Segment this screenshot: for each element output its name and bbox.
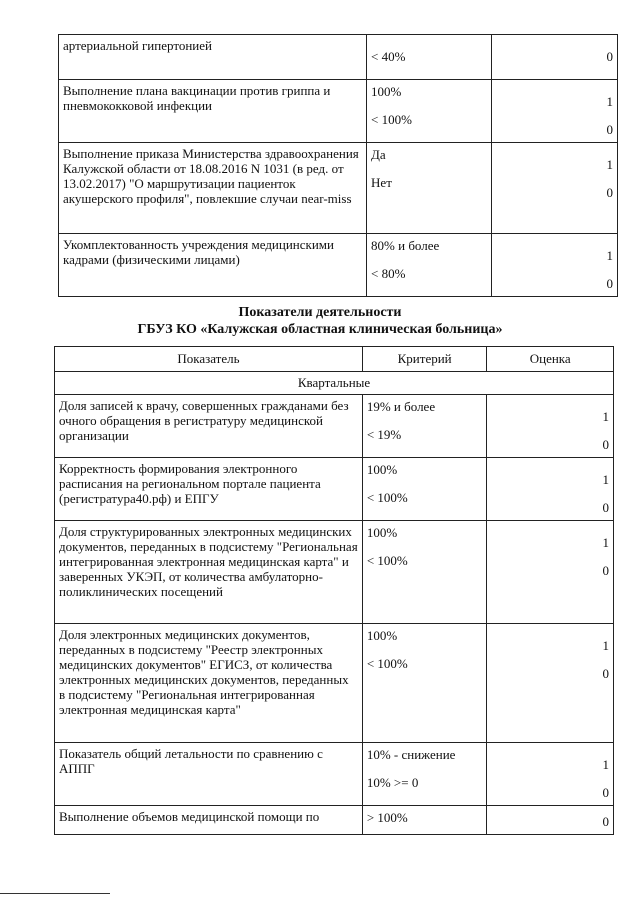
criteria-cell xyxy=(367,80,492,143)
indicator-cell: Доля структурированных электронных медицинских документов, переданных в подсистему "Региональная интегрированная электронная медицинская карта" и заверенных УКЭП, от количества амбулаторно-поликлинических посещений xyxy=(55,521,363,624)
score-value: 1 xyxy=(602,535,609,550)
indicator-cell: Выполнение плана вакцинации против гриппа и пневмококковой инфекции xyxy=(59,80,367,143)
table-row xyxy=(59,80,618,143)
criteria-value: < 19% xyxy=(366,427,402,442)
score-value: 1 xyxy=(602,472,609,487)
score-value: 1 xyxy=(606,94,613,109)
score-value: 0 xyxy=(606,276,613,291)
score-cell xyxy=(487,395,614,458)
indicator-cell: Выполнение приказа Министерства здравоохранения Калужской области от 18.08.2016 N 1031 (в ред. от 13.02.2017) "О маршрутизации пациенток акушерского профиля", повлекшие случаи near-miss xyxy=(59,143,367,234)
criteria-value: 80% и более xyxy=(371,238,440,253)
score-cell xyxy=(487,624,614,743)
table-row xyxy=(59,35,618,80)
criteria-cell xyxy=(367,143,492,234)
score-value: 0 xyxy=(602,814,609,829)
table-header-row xyxy=(55,347,614,372)
score-value: 0 xyxy=(606,49,613,64)
indicator-cell: Укомплектованность учреждения медицинскими кадрами (физическими лицами) xyxy=(59,234,367,297)
score-cell xyxy=(491,80,617,143)
score-value: 1 xyxy=(606,157,613,172)
table-row xyxy=(55,743,614,806)
table-row xyxy=(55,521,614,624)
criteria-value: > 100% xyxy=(366,810,408,825)
criteria-value: < 40% xyxy=(371,49,406,64)
criteria-value: 19% и более xyxy=(366,399,436,414)
score-value: 0 xyxy=(602,785,609,800)
criteria-value: < 100% xyxy=(371,112,412,127)
criteria-value: < 100% xyxy=(366,553,408,568)
criteria-value: 100% xyxy=(371,84,402,99)
score-cell xyxy=(487,458,614,521)
footnote-separator xyxy=(0,893,110,894)
score-value: 0 xyxy=(602,563,609,578)
table-row xyxy=(55,806,614,835)
score-value: 1 xyxy=(606,248,613,263)
score-value: 1 xyxy=(602,757,609,772)
score-cell xyxy=(487,743,614,806)
indicator-cell: Выполнение объемов медицинской помощи по xyxy=(55,806,363,835)
indicators-table xyxy=(54,346,614,835)
indicator-cell: Корректность формирования электронного расписания на региональном портале пациента (регистратура40.рф) и ЕПГУ xyxy=(55,458,363,521)
table-row xyxy=(55,624,614,743)
criteria-value: 10% - снижение xyxy=(366,747,456,762)
criteria-value: 100% xyxy=(366,462,398,477)
criteria-value: Нет xyxy=(371,175,392,190)
section-title-line-2: ГБУЗ КО «Калужская областная клиническая больница» xyxy=(137,322,503,337)
score-value: 1 xyxy=(602,638,609,653)
criteria-value: < 80% xyxy=(371,266,406,281)
criteria-cell xyxy=(362,624,487,743)
criteria-value: < 100% xyxy=(366,490,408,505)
criteria-cell xyxy=(367,234,492,297)
table-continuation xyxy=(58,34,618,297)
criteria-value: 10% >= 0 xyxy=(366,775,419,790)
header-indicator: Показатель xyxy=(55,347,363,372)
criteria-cell xyxy=(362,395,487,458)
criteria-cell xyxy=(362,458,487,521)
score-value: 0 xyxy=(602,500,609,515)
section-row xyxy=(55,372,614,395)
criteria-cell xyxy=(362,743,487,806)
section-title-line-1: Показатели деятельности xyxy=(238,305,402,320)
criteria-value: Да xyxy=(371,147,386,162)
indicator-cell: Доля электронных медицинских документов, переданных в подсистему "Реестр электронных медицинских документов" ЕГИСЗ, от количества электронных медицинских документов, переданных в подсистему "Региональная интегрированная электронная медицинская карта" xyxy=(55,624,363,743)
score-value: 0 xyxy=(602,437,609,452)
table-row xyxy=(55,395,614,458)
criteria-cell xyxy=(362,806,487,835)
criteria-cell xyxy=(362,521,487,624)
score-cell xyxy=(487,806,614,835)
score-value: 0 xyxy=(606,122,613,137)
score-value: 0 xyxy=(606,185,613,200)
criteria-value: 100% xyxy=(366,628,398,643)
score-value: 1 xyxy=(602,409,609,424)
score-cell xyxy=(491,143,617,234)
table-row xyxy=(59,143,618,234)
indicator-cell: Показатель общий летальности по сравнению с АППГ xyxy=(55,743,363,806)
score-cell xyxy=(491,35,617,80)
score-value: 0 xyxy=(602,666,609,681)
score-cell xyxy=(491,234,617,297)
score-cell xyxy=(487,521,614,624)
criteria-value: 100% xyxy=(366,525,398,540)
criteria-value: < 100% xyxy=(366,656,408,671)
section-label: Квартальные xyxy=(55,372,614,395)
criteria-cell xyxy=(367,35,492,80)
indicator-cell: Доля записей к врачу, совершенных гражданами без очного обращения в регистратуру медицинской организации xyxy=(55,395,363,458)
header-criteria: Критерий xyxy=(362,347,487,372)
table-row xyxy=(59,234,618,297)
header-score: Оценка xyxy=(487,347,614,372)
table-row xyxy=(55,458,614,521)
indicator-cell: артериальной гипертонией xyxy=(59,35,367,80)
